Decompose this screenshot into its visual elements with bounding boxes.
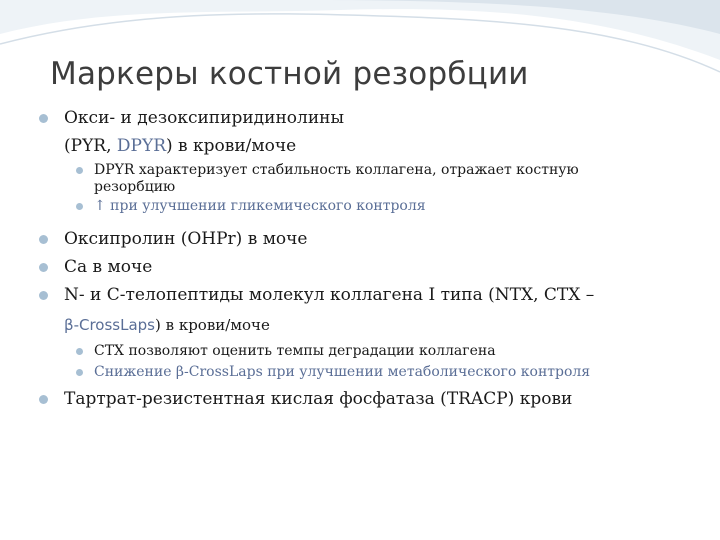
list-item-telopeptides [30, 281, 702, 341]
sublist-item-glycemic [30, 198, 702, 215]
dpyr-line2: резорбцию [94, 179, 176, 195]
sublist-item-dpyr [30, 162, 702, 196]
dpyr-line1: DPYR характеризует стабильность коллагена, отражает костную [94, 162, 579, 178]
bullet-icon [39, 235, 48, 244]
bullet-icon [39, 263, 48, 272]
pyr-line1: Окси- и дезоксипиридинолины [64, 108, 345, 128]
crosslaps-link: β-CrossLaps [64, 316, 155, 334]
glycemic-text: ↑ при улучшении гликемического контроля [94, 198, 426, 214]
bullet-icon [76, 167, 83, 174]
sublist-item-ctx [30, 343, 702, 360]
bullet-icon [76, 203, 83, 210]
list-item-ohpr [30, 225, 702, 253]
telopeptides-line2 [64, 309, 702, 341]
ca-text: Ca в моче [64, 257, 153, 277]
list-item-ca [30, 253, 702, 281]
pyr-text-b: (PYR, [64, 136, 117, 156]
pyr-line2 [64, 132, 702, 160]
telopeptides-line1: N- и C-телопептиды молекул коллагена I типа (NTX, CTX – [64, 285, 595, 305]
bullet-icon [76, 348, 83, 355]
bullet-icon [39, 395, 48, 404]
slide-title: Маркеры костной резорбции [50, 56, 529, 92]
list-item-tracp [30, 385, 702, 413]
slide-body [30, 104, 702, 413]
bullet-icon [39, 291, 48, 300]
bullet-icon [39, 114, 48, 123]
list-item-pyr [30, 104, 702, 160]
sublist-item-reduction [30, 364, 702, 381]
tracp-text: Тартрат-резистентная кислая фосфатаза (TRACP) крови [64, 389, 573, 409]
ctx-text: CTX позволяют оценить темпы деградации коллагена [94, 343, 496, 359]
pyr-dpyr: DPYR [116, 136, 166, 156]
reduction-text: Снижение β-CrossLaps при улучшении метаболического контроля [94, 364, 591, 380]
ohpr-text: Оксипролин (OHPr) в моче [64, 229, 308, 249]
pyr-text-d: ) в крови/моче [166, 136, 297, 156]
telopeptides-text-c: ) в крови/моче [155, 316, 270, 334]
bullet-icon [76, 369, 83, 376]
